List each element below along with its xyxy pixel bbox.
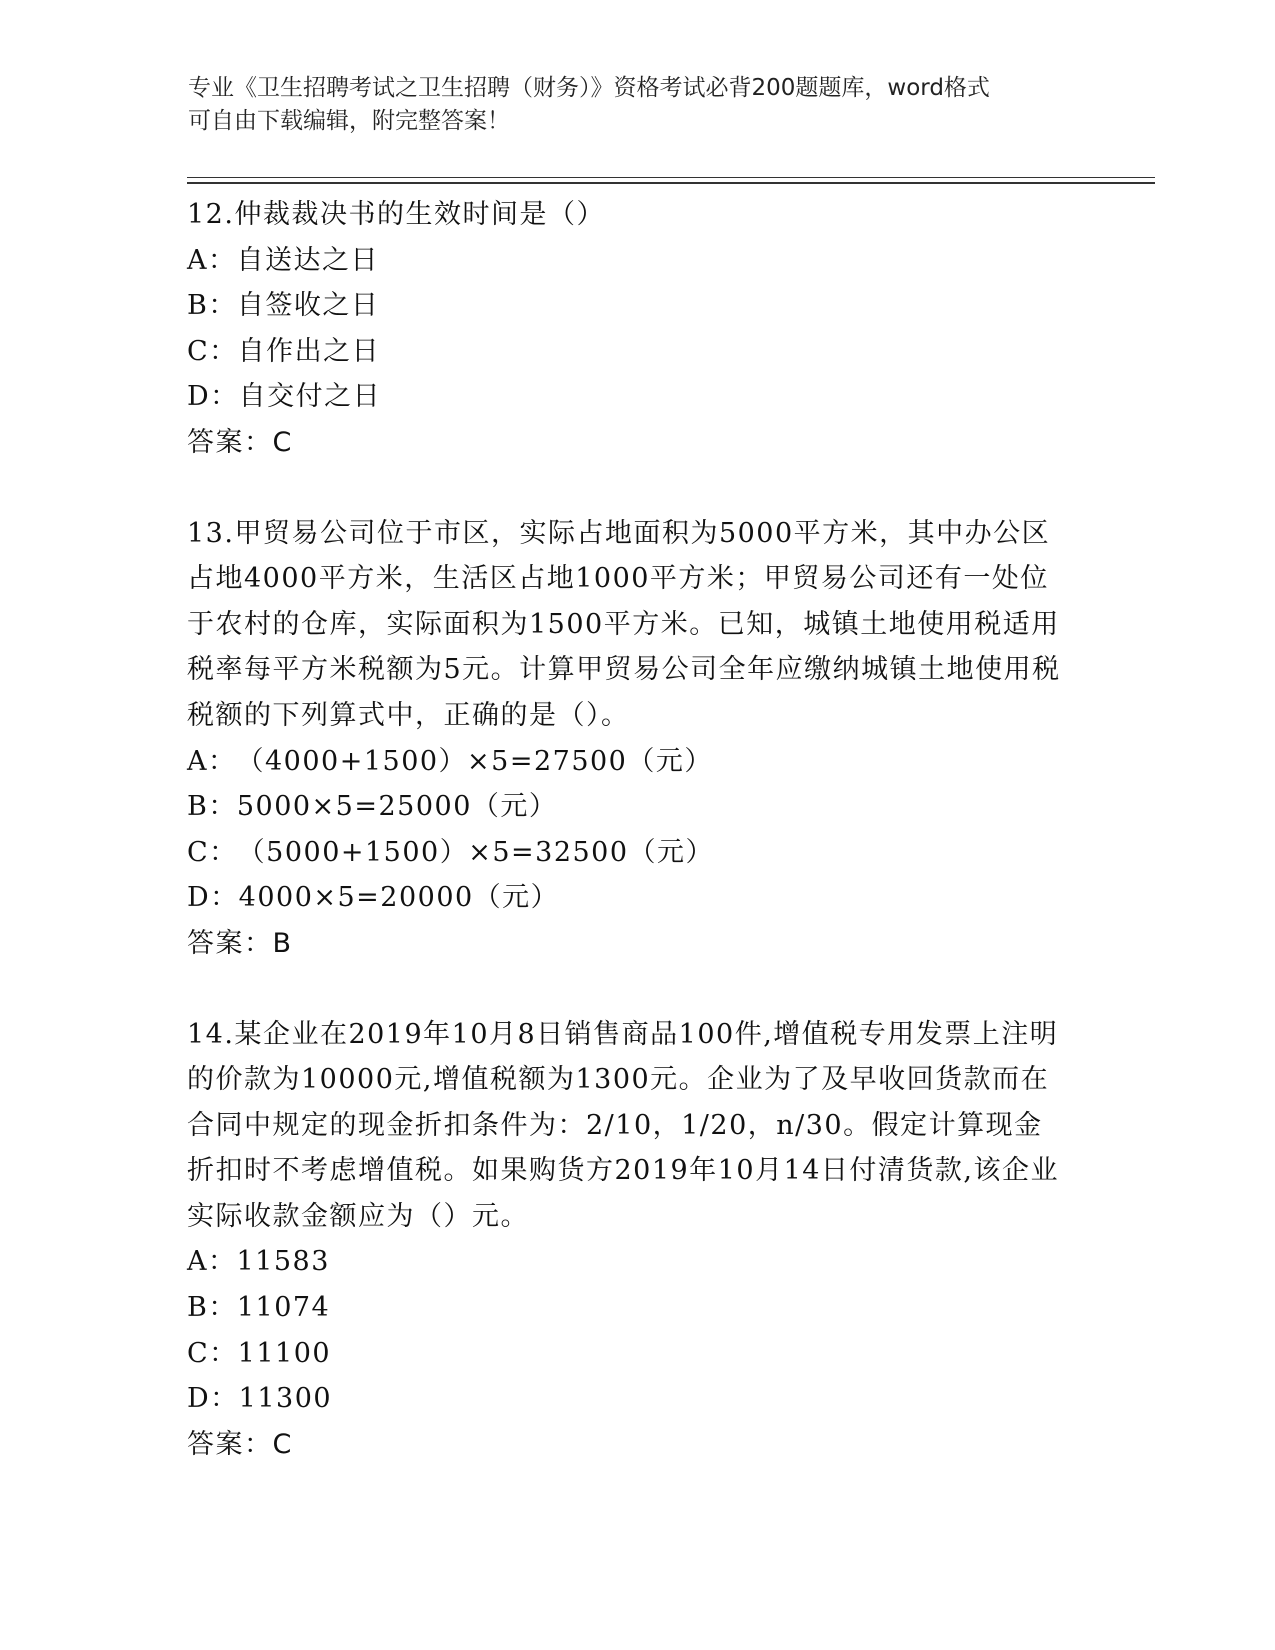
option-key: B：	[187, 290, 237, 322]
document-header	[188, 72, 1068, 138]
option-a	[187, 739, 1067, 785]
option-text: 自交付之日	[238, 381, 382, 413]
question-spacer	[187, 967, 1067, 1012]
option-text: （5000+1500）×5=32500（元）	[237, 836, 715, 868]
option-d	[187, 875, 1067, 921]
option-key: B：	[187, 791, 237, 823]
option-key: A：	[187, 745, 237, 777]
option-text: 4000×5=20000（元）	[238, 882, 560, 914]
question-list	[187, 192, 1067, 1467]
option-c	[187, 329, 1067, 375]
option-key: B：	[187, 1292, 237, 1324]
option-list	[187, 1239, 1067, 1421]
option-key: C：	[187, 1337, 238, 1369]
header-line-1: 专业《卫生招聘考试之卫生招聘（财务）》资格考试必背200题题库，word格式	[188, 75, 990, 101]
question-13	[187, 511, 1067, 967]
option-text: 11583	[236, 1246, 330, 1278]
option-d	[187, 1376, 1067, 1422]
option-b	[187, 1285, 1067, 1331]
option-a	[187, 238, 1067, 284]
option-key: D：	[187, 1383, 239, 1415]
option-key: A：	[187, 1246, 237, 1278]
option-text: （4000+1500）×5=27500（元）	[236, 745, 713, 777]
option-text: 11300	[238, 1383, 333, 1415]
option-c	[187, 1331, 1067, 1377]
option-key: C：	[187, 335, 238, 367]
option-list	[187, 739, 1067, 921]
option-text: 11100	[237, 1337, 332, 1369]
option-a	[187, 1239, 1067, 1285]
header-divider-thick	[187, 182, 1155, 184]
answer-line: 答案：C	[187, 1428, 293, 1460]
option-text: 11074	[236, 1292, 331, 1324]
option-c	[187, 830, 1067, 876]
option-text: 5000×5=25000（元）	[236, 791, 558, 823]
question-14	[187, 1012, 1067, 1468]
answer-line: 答案：B	[187, 927, 293, 959]
option-key: C：	[187, 836, 238, 868]
option-b	[187, 283, 1067, 329]
option-list	[187, 238, 1067, 420]
option-text: 自送达之日	[236, 244, 379, 276]
header-line-2: 可自由下载编辑，附完整答案！	[188, 108, 510, 134]
option-text: 自签收之日	[236, 290, 380, 322]
answer-line: 答案：C	[187, 426, 293, 458]
option-key: A：	[187, 244, 237, 276]
option-key: D：	[187, 381, 239, 413]
header-divider-thin	[187, 177, 1155, 178]
question-stem: 13.甲贸易公司位于市区，实际占地面积为5000平方米，其中办公区占地4000平方米，生活区占地1000平方米；甲贸易公司还有一处位于农村的仓库，实际面积为1500平方米。已知，城镇土地使用税适用税率每平方米税额为5元。计算甲贸易公司全年应缴纳城镇土地使用税税额的下列算式中，正确的是（）。	[187, 517, 1061, 731]
option-d	[187, 374, 1067, 420]
question-stem: 14.某企业在2019年10月8日销售商品100件,增值税专用发票上注明的价款为10000元,增值税额为1300元。企业为了及早收回货款而在合同中规定的现金折扣条件为：2/10，1/20，n/30。假定计算现金折扣时不考虑增值税。如果购货方2019年10月14日付清货款,该企业实际收款金额应为（）元。	[187, 1018, 1060, 1232]
option-key: D：	[187, 882, 239, 914]
question-spacer	[187, 466, 1067, 511]
option-b	[187, 784, 1067, 830]
question-12	[187, 192, 1067, 466]
option-text: 自作出之日	[237, 335, 381, 367]
question-stem: 12.仲裁裁决书的生效时间是（）	[187, 199, 605, 230]
